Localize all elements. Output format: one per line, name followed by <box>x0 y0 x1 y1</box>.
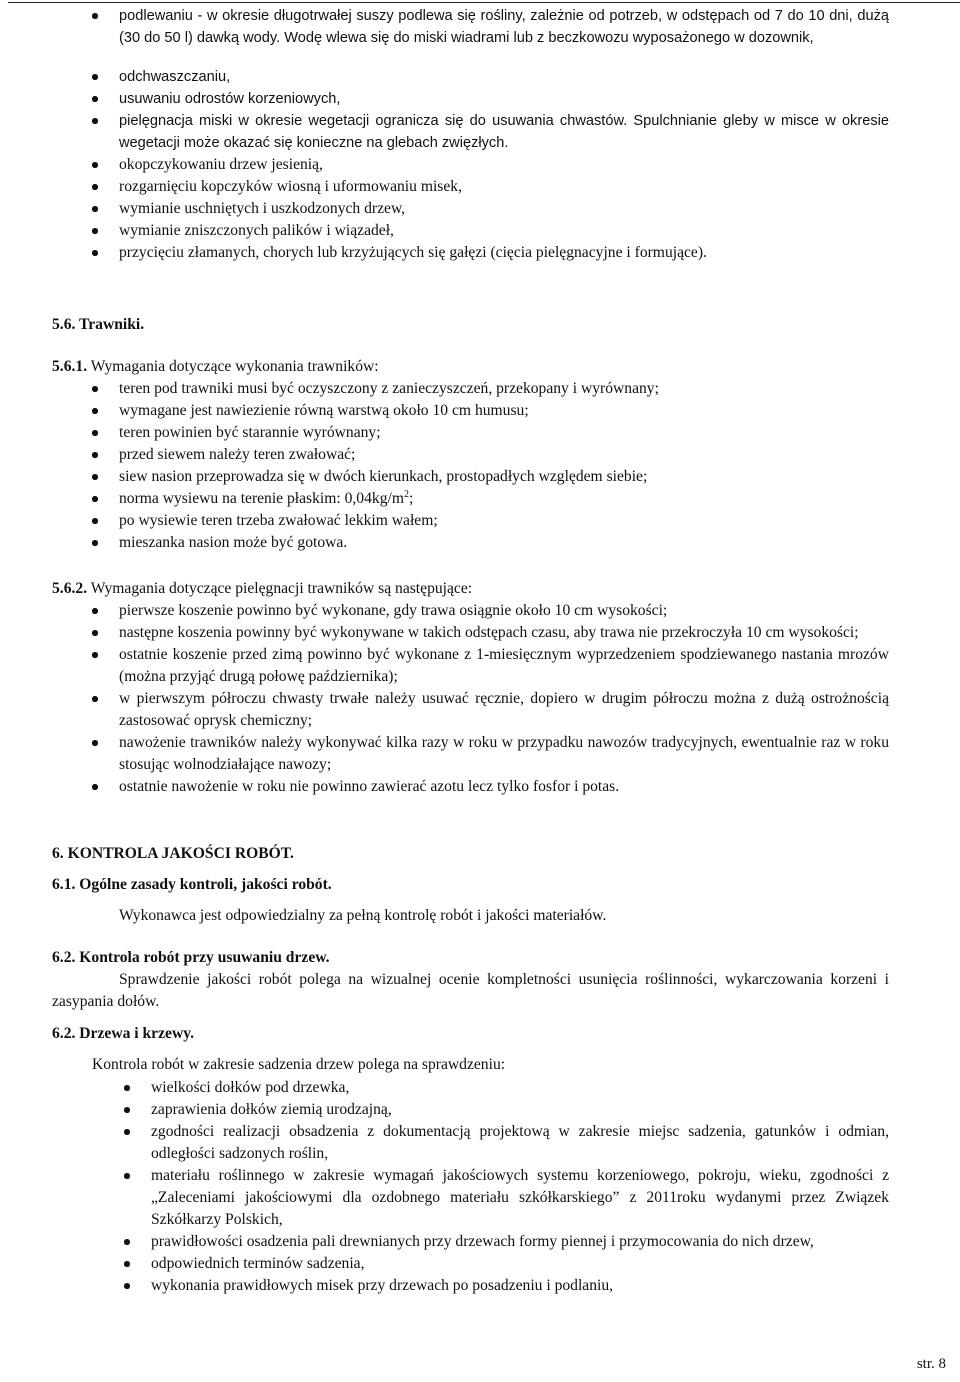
section-heading-6-2-drzewa: 6.2. Drzewa i krzewy. <box>52 1025 195 1042</box>
section-heading-6-2-usuwanie: 6.2. Kontrola robót przy usuwaniu drzew. <box>52 949 330 966</box>
list-item: mieszanka nasion może być gotowa. <box>119 532 889 554</box>
list-item: przed siewem należy teren zwałować; <box>119 444 889 466</box>
norma-suffix: ; <box>408 490 414 507</box>
list-item: nawożenie trawników należy wykonywać kilka razy w roku w przypadku nawozów tradycyjnych, ewentualnie raz w roku stosując wolnodziałające nawozy; <box>119 732 889 776</box>
section-6-2b-intro: Kontrola robót w zakresie sadzenia drzew polega na sprawdzeniu: <box>92 1056 506 1073</box>
maintenance-list <box>119 5 889 264</box>
list-item: pierwsze koszenie powinno być wykonane, gdy trawa osiągnie około 10 cm wysokości; <box>119 600 889 622</box>
list-item <box>119 488 889 510</box>
section-number: 5.6.1. <box>52 358 88 375</box>
section-number: 5.6.2. <box>52 580 88 597</box>
list-item: wymianie zniszczonych palików i wiązadeł, <box>119 220 889 242</box>
list-item: okopczykowaniu drzew jesienią, <box>119 154 889 176</box>
section-5-6-1-intro <box>52 356 379 378</box>
list-item: usuwaniu odrostów korzeniowych, <box>119 88 889 110</box>
list-item: wykonania prawidłowych misek przy drzewach po posadzeniu i podlaniu, <box>151 1275 889 1297</box>
list-item: prawidłowości osadzenia pali drewnianych przy drzewach formy piennej i przymocowania do nich drzew, <box>151 1231 889 1253</box>
list-item: wielkości dołków pod drzewka, <box>151 1077 889 1099</box>
list-item: materiału roślinnego w zakresie wymagań jakościowych systemu korzeniowego, pokroju, wieku, zgodności z „Zaleceniami jakościowymi dla ozdobnego materiału szkółkarskiego” z 2011roku wydanymi przez Związek Szkółkarzy Polskich, <box>151 1165 889 1231</box>
list-item: podlewaniu - w okresie długotrwałej suszy podlewa się rośliny, zależnie od potrzeb, w odstępach od 7 do 10 dni, dużą (30 do 50 l) dawką wody. Wodę wlewa się do miski wiadrami lub z beczkowozu wyposażonego w dozownik, <box>119 5 889 49</box>
section-heading-trawniki: 5.6. Trawniki. <box>52 316 145 333</box>
list-item: przycięciu złamanych, chorych lub krzyżujących się gałęzi (cięcia pielęgnacyjne i formujące). <box>119 242 889 264</box>
norma-text: norma wysiewu na terenie płaskim: 0,04kg/m <box>119 490 404 507</box>
list-item: zgodności realizacji obsadzenia z dokumentacją projektową w zakresie miejsc sadzenia, gatunków i odmian, odległości sadzonych roślin, <box>151 1121 889 1165</box>
list-item: teren powinien być starannie wyrównany; <box>119 422 889 444</box>
section-heading-6-1: 6.1. Ogólne zasady kontroli, jakości robót. <box>52 876 332 893</box>
list-item: w pierwszym półroczu chwasty trwałe należy usuwać ręcznie, dopiero w drugim półroczu można z dużą ostrożnością zastosować oprysk chemiczny; <box>119 688 889 732</box>
header-rule <box>8 2 960 3</box>
norma-superscript: 2 <box>403 488 409 500</box>
list-item: teren pod trawniki musi być oczyszczony z zanieczyszczeń, przekopany i wyrównany; <box>119 378 889 400</box>
list-item: wymagane jest nawiezienie równą warstwą około 10 cm humusu; <box>119 400 889 422</box>
page-number: str. 8 <box>916 1356 946 1372</box>
list-item: po wysiewie teren trzeba zwałować lekkim wałem; <box>119 510 889 532</box>
list-item: siew nasion przeprowadza się w dwóch kierunkach, prostopadłych względem siebie; <box>119 466 889 488</box>
lawn-care-list <box>119 600 889 798</box>
list-item: ostatnie nawożenie w roku nie powinno zawierać azotu lecz tylko fosfor i potas. <box>119 776 889 798</box>
list-item: rozgarnięciu kopczyków wiosną i uformowaniu misek, <box>119 176 889 198</box>
list-item: zaprawienia dołków ziemią urodzajną, <box>151 1099 889 1121</box>
list-item: odpowiednich terminów sadzenia, <box>151 1253 889 1275</box>
section-intro-text: Wymagania dotyczące wykonania trawników: <box>90 358 379 375</box>
list-item: pielęgnacja miski w okresie wegetacji ogranicza się do usuwania chwastów. Spulchnianie gleby w misce w okresie wegetacji może okazać się konieczne na glebach zwięzłych. <box>119 110 889 154</box>
section-intro-text: Wymagania dotyczące pielęgnacji trawników są następujące: <box>90 580 473 597</box>
lawn-requirements-list <box>119 378 889 554</box>
section-6-1-text: Wykonawca jest odpowiedzialny za pełną kontrolę robót i jakości materiałów. <box>119 907 607 924</box>
section-heading-kontrola: 6. KONTROLA JAKOŚCI ROBÓT. <box>52 845 294 862</box>
list-item: następne koszenia powinny być wykonywane w takich odstępach czasu, aby trawa nie przekroczyła 10 cm wysokości; <box>119 622 889 644</box>
section-6-2-text: Sprawdzenie jakości robót polega na wizualnej ocenie kompletności usunięcia roślinności, wykarczowania korzeni i zasypania dołów. <box>52 971 889 1010</box>
list-item: ostatnie koszenie przed zimą powinno być wykonane z 1-miesięcznym wyprzedzeniem spodziewanego nastania mrozów (można przyjąć drugą połowę października); <box>119 644 889 688</box>
trees-control-list <box>151 1077 889 1297</box>
section-5-6-2-intro <box>52 578 472 600</box>
list-item: odchwaszczaniu, <box>119 66 889 88</box>
list-item: wymianie uschniętych i uszkodzonych drzew, <box>119 198 889 220</box>
